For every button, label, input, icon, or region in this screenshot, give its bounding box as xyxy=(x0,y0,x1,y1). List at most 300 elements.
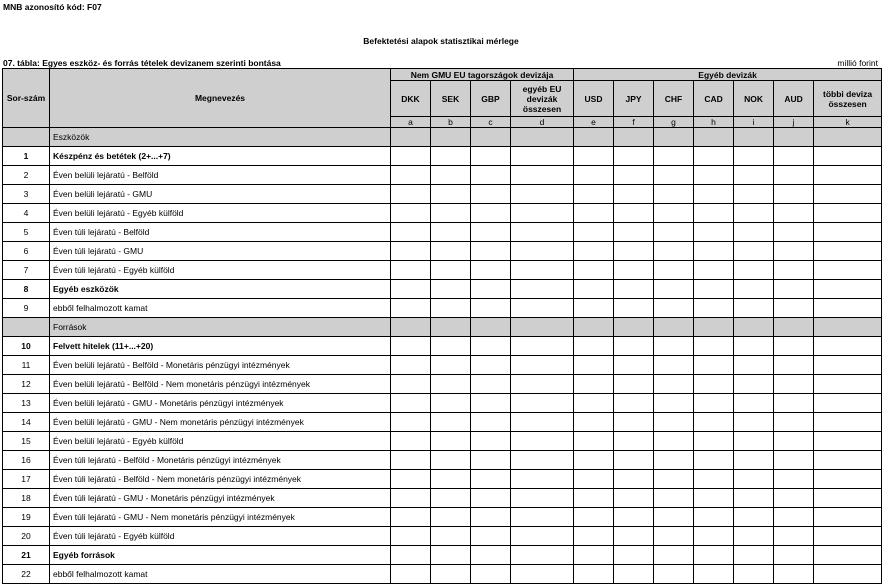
value-cell[interactable] xyxy=(774,337,814,356)
section-cell xyxy=(431,318,471,337)
section-cell xyxy=(734,128,774,147)
value-cell[interactable] xyxy=(511,565,574,584)
value-cell[interactable] xyxy=(774,242,814,261)
value-cell[interactable] xyxy=(654,470,694,489)
value-cell[interactable] xyxy=(774,546,814,565)
header-currency-other-total: többi deviza összesen xyxy=(814,81,882,117)
value-cell[interactable] xyxy=(391,223,431,242)
table-row xyxy=(3,375,882,394)
value-cell[interactable] xyxy=(814,527,882,546)
table-row xyxy=(3,508,882,527)
value-cell[interactable] xyxy=(511,261,574,280)
value-cell[interactable] xyxy=(511,166,574,185)
table-row xyxy=(3,413,882,432)
value-cell[interactable] xyxy=(694,413,734,432)
value-cell[interactable] xyxy=(511,223,574,242)
value-cell[interactable] xyxy=(574,489,614,508)
value-cell[interactable] xyxy=(654,242,694,261)
section-row xyxy=(3,318,882,337)
value-cell[interactable] xyxy=(614,546,654,565)
value-cell[interactable] xyxy=(654,508,694,527)
value-cell[interactable] xyxy=(431,470,471,489)
value-cell[interactable] xyxy=(694,204,734,223)
value-cell[interactable] xyxy=(734,242,774,261)
value-cell[interactable] xyxy=(574,242,614,261)
value-cell[interactable] xyxy=(774,356,814,375)
value-cell[interactable] xyxy=(511,470,574,489)
value-cell[interactable] xyxy=(431,356,471,375)
column-letter: g xyxy=(654,117,694,128)
value-cell[interactable] xyxy=(574,470,614,489)
value-cell[interactable] xyxy=(614,356,654,375)
value-cell[interactable] xyxy=(471,470,511,489)
value-cell[interactable] xyxy=(391,147,431,166)
value-cell[interactable] xyxy=(471,185,511,204)
value-cell[interactable] xyxy=(654,565,694,584)
value-cell[interactable] xyxy=(574,508,614,527)
value-cell[interactable] xyxy=(654,185,694,204)
table-row xyxy=(3,223,882,242)
value-cell[interactable] xyxy=(774,261,814,280)
value-cell[interactable] xyxy=(694,508,734,527)
value-cell[interactable] xyxy=(574,204,614,223)
value-cell[interactable] xyxy=(814,413,882,432)
value-cell[interactable] xyxy=(734,432,774,451)
value-cell[interactable] xyxy=(471,394,511,413)
form-code: MNB azonosító kód: F07 xyxy=(3,2,102,12)
row-label: ebből felhalmozott kamat xyxy=(50,299,391,318)
section-cell xyxy=(774,318,814,337)
value-cell[interactable] xyxy=(471,261,511,280)
value-cell[interactable] xyxy=(511,356,574,375)
value-cell[interactable] xyxy=(614,166,654,185)
value-cell[interactable] xyxy=(511,451,574,470)
row-label: Egyéb források xyxy=(50,546,391,565)
value-cell[interactable] xyxy=(471,337,511,356)
value-cell[interactable] xyxy=(511,299,574,318)
value-cell[interactable] xyxy=(511,185,574,204)
row-number: 17 xyxy=(3,470,50,489)
value-cell[interactable] xyxy=(654,432,694,451)
section-cell xyxy=(694,128,734,147)
row-label: Éven túli lejáratú - GMU - Nem monetáris pénzügyi intézmények xyxy=(50,508,391,527)
section-cell xyxy=(574,128,614,147)
value-cell[interactable] xyxy=(391,413,431,432)
value-cell[interactable] xyxy=(431,432,471,451)
value-cell[interactable] xyxy=(814,185,882,204)
row-label: Éven túli lejáratú - GMU - Monetáris pénzügyi intézmények xyxy=(50,489,391,508)
value-cell[interactable] xyxy=(734,261,774,280)
value-cell[interactable] xyxy=(574,166,614,185)
value-cell[interactable] xyxy=(574,413,614,432)
value-cell[interactable] xyxy=(774,470,814,489)
value-cell[interactable] xyxy=(574,337,614,356)
value-cell[interactable] xyxy=(614,337,654,356)
section-cell xyxy=(391,318,431,337)
value-cell[interactable] xyxy=(694,223,734,242)
value-cell[interactable] xyxy=(814,546,882,565)
value-cell[interactable] xyxy=(471,147,511,166)
value-cell[interactable] xyxy=(431,185,471,204)
value-cell[interactable] xyxy=(814,470,882,489)
value-cell[interactable] xyxy=(774,204,814,223)
value-cell[interactable] xyxy=(391,185,431,204)
value-cell[interactable] xyxy=(814,242,882,261)
value-cell[interactable] xyxy=(511,280,574,299)
value-cell[interactable] xyxy=(734,280,774,299)
value-cell[interactable] xyxy=(694,489,734,508)
value-cell[interactable] xyxy=(574,375,614,394)
value-cell[interactable] xyxy=(774,166,814,185)
value-cell[interactable] xyxy=(694,242,734,261)
value-cell[interactable] xyxy=(694,337,734,356)
value-cell[interactable] xyxy=(431,489,471,508)
value-cell[interactable] xyxy=(391,527,431,546)
value-cell[interactable] xyxy=(431,413,471,432)
value-cell[interactable] xyxy=(694,394,734,413)
value-cell[interactable] xyxy=(614,432,654,451)
section-cell xyxy=(614,318,654,337)
row-number xyxy=(3,318,50,337)
value-cell[interactable] xyxy=(734,185,774,204)
value-cell[interactable] xyxy=(471,223,511,242)
row-label: Éven túli lejáratú - Belföld xyxy=(50,223,391,242)
value-cell[interactable] xyxy=(814,489,882,508)
value-cell[interactable] xyxy=(814,261,882,280)
value-cell[interactable] xyxy=(654,413,694,432)
value-cell[interactable] xyxy=(471,166,511,185)
section-cell xyxy=(391,128,431,147)
report-title: Befektetési alapok statisztikai mérlege xyxy=(363,36,519,46)
value-cell[interactable] xyxy=(774,527,814,546)
value-cell[interactable] xyxy=(614,280,654,299)
value-cell[interactable] xyxy=(814,147,882,166)
value-cell[interactable] xyxy=(694,147,734,166)
value-cell[interactable] xyxy=(391,337,431,356)
value-cell[interactable] xyxy=(431,375,471,394)
value-cell[interactable] xyxy=(574,299,614,318)
value-cell[interactable] xyxy=(694,185,734,204)
value-cell[interactable] xyxy=(734,527,774,546)
value-cell[interactable] xyxy=(574,356,614,375)
value-cell[interactable] xyxy=(694,546,734,565)
value-cell[interactable] xyxy=(734,451,774,470)
table-row xyxy=(3,356,882,375)
value-cell[interactable] xyxy=(774,565,814,584)
value-cell[interactable] xyxy=(614,223,654,242)
value-cell[interactable] xyxy=(614,489,654,508)
value-cell[interactable] xyxy=(814,280,882,299)
row-label: Éven belüli lejáratú - Belföld - Monetáris pénzügyi intézmények xyxy=(50,356,391,375)
value-cell[interactable] xyxy=(614,299,654,318)
value-cell[interactable] xyxy=(431,508,471,527)
value-cell[interactable] xyxy=(814,166,882,185)
value-cell[interactable] xyxy=(574,432,614,451)
column-letter: k xyxy=(814,117,882,128)
value-cell[interactable] xyxy=(574,223,614,242)
value-cell[interactable] xyxy=(654,337,694,356)
value-cell[interactable] xyxy=(431,299,471,318)
value-cell[interactable] xyxy=(391,508,431,527)
section-cell xyxy=(511,318,574,337)
value-cell[interactable] xyxy=(574,280,614,299)
section-cell xyxy=(654,318,694,337)
value-cell[interactable] xyxy=(511,546,574,565)
value-cell[interactable] xyxy=(734,147,774,166)
value-cell[interactable] xyxy=(734,299,774,318)
value-cell[interactable] xyxy=(734,166,774,185)
value-cell[interactable] xyxy=(431,527,471,546)
value-cell[interactable] xyxy=(511,432,574,451)
value-cell[interactable] xyxy=(654,147,694,166)
value-cell[interactable] xyxy=(614,451,654,470)
row-label: Éven belüli lejáratú - GMU - Nem monetáris pénzügyi intézmények xyxy=(50,413,391,432)
value-cell[interactable] xyxy=(814,508,882,527)
value-cell[interactable] xyxy=(654,280,694,299)
value-cell[interactable] xyxy=(694,280,734,299)
header-currency-sek: SEK xyxy=(431,81,471,117)
value-cell[interactable] xyxy=(694,565,734,584)
value-cell[interactable] xyxy=(774,375,814,394)
value-cell[interactable] xyxy=(511,394,574,413)
value-cell[interactable] xyxy=(431,261,471,280)
header-currency-chf: CHF xyxy=(654,81,694,117)
value-cell[interactable] xyxy=(391,546,431,565)
value-cell[interactable] xyxy=(614,204,654,223)
value-cell[interactable] xyxy=(574,394,614,413)
value-cell[interactable] xyxy=(774,489,814,508)
value-cell[interactable] xyxy=(471,299,511,318)
value-cell[interactable] xyxy=(614,527,654,546)
value-cell[interactable] xyxy=(511,413,574,432)
value-cell[interactable] xyxy=(614,261,654,280)
value-cell[interactable] xyxy=(734,413,774,432)
column-letter: a xyxy=(391,117,431,128)
value-cell[interactable] xyxy=(391,470,431,489)
value-cell[interactable] xyxy=(774,280,814,299)
value-cell[interactable] xyxy=(614,470,654,489)
value-cell[interactable] xyxy=(654,489,694,508)
value-cell[interactable] xyxy=(391,451,431,470)
value-cell[interactable] xyxy=(694,375,734,394)
value-cell[interactable] xyxy=(734,394,774,413)
value-cell[interactable] xyxy=(614,508,654,527)
value-cell[interactable] xyxy=(471,356,511,375)
value-cell[interactable] xyxy=(471,489,511,508)
value-cell[interactable] xyxy=(431,337,471,356)
value-cell[interactable] xyxy=(774,451,814,470)
value-cell[interactable] xyxy=(694,166,734,185)
value-cell[interactable] xyxy=(814,356,882,375)
row-label: Éven belüli lejáratú - Egyéb külföld xyxy=(50,204,391,223)
value-cell[interactable] xyxy=(654,166,694,185)
value-cell[interactable] xyxy=(431,242,471,261)
value-cell[interactable] xyxy=(391,261,431,280)
value-cell[interactable] xyxy=(734,223,774,242)
value-cell[interactable] xyxy=(431,565,471,584)
value-cell[interactable] xyxy=(694,432,734,451)
value-cell[interactable] xyxy=(614,413,654,432)
value-cell[interactable] xyxy=(431,280,471,299)
row-label: Éven belüli lejáratú - Egyéb külföld xyxy=(50,432,391,451)
section-cell xyxy=(654,128,694,147)
value-cell[interactable] xyxy=(391,204,431,223)
value-cell[interactable] xyxy=(574,261,614,280)
value-cell[interactable] xyxy=(391,394,431,413)
value-cell[interactable] xyxy=(614,375,654,394)
value-cell[interactable] xyxy=(694,451,734,470)
value-cell[interactable] xyxy=(694,356,734,375)
header-currency-other-eu: egyéb EU devizák összesen xyxy=(511,81,574,117)
value-cell[interactable] xyxy=(391,489,431,508)
value-cell[interactable] xyxy=(511,527,574,546)
header-row-no: Sor-szám xyxy=(3,69,50,128)
value-cell[interactable] xyxy=(734,337,774,356)
value-cell[interactable] xyxy=(734,470,774,489)
value-cell[interactable] xyxy=(774,299,814,318)
value-cell[interactable] xyxy=(391,242,431,261)
value-cell[interactable] xyxy=(431,394,471,413)
value-cell[interactable] xyxy=(471,280,511,299)
value-cell[interactable] xyxy=(814,299,882,318)
value-cell[interactable] xyxy=(814,337,882,356)
column-letter: f xyxy=(614,117,654,128)
value-cell[interactable] xyxy=(471,508,511,527)
column-letter: b xyxy=(431,117,471,128)
value-cell[interactable] xyxy=(574,565,614,584)
value-cell[interactable] xyxy=(734,489,774,508)
value-cell[interactable] xyxy=(814,432,882,451)
value-cell[interactable] xyxy=(511,147,574,166)
table-row xyxy=(3,394,882,413)
value-cell[interactable] xyxy=(814,204,882,223)
value-cell[interactable] xyxy=(614,242,654,261)
value-cell[interactable] xyxy=(574,185,614,204)
value-cell[interactable] xyxy=(654,223,694,242)
value-cell[interactable] xyxy=(734,204,774,223)
value-cell[interactable] xyxy=(654,527,694,546)
value-cell[interactable] xyxy=(654,394,694,413)
value-cell[interactable] xyxy=(431,147,471,166)
value-cell[interactable] xyxy=(391,280,431,299)
value-cell[interactable] xyxy=(511,375,574,394)
header-currency-gbp: GBP xyxy=(471,81,511,117)
value-cell[interactable] xyxy=(471,565,511,584)
value-cell[interactable] xyxy=(511,204,574,223)
value-cell[interactable] xyxy=(654,451,694,470)
value-cell[interactable] xyxy=(774,147,814,166)
value-cell[interactable] xyxy=(431,223,471,242)
value-cell[interactable] xyxy=(694,527,734,546)
section-cell xyxy=(614,128,654,147)
table-row xyxy=(3,451,882,470)
value-cell[interactable] xyxy=(654,375,694,394)
value-cell[interactable] xyxy=(391,299,431,318)
value-cell[interactable] xyxy=(431,166,471,185)
row-label: Felvett hitelek (11+...+20) xyxy=(50,337,391,356)
value-cell[interactable] xyxy=(654,261,694,280)
value-cell[interactable] xyxy=(471,546,511,565)
value-cell[interactable] xyxy=(511,337,574,356)
value-cell[interactable] xyxy=(431,546,471,565)
value-cell[interactable] xyxy=(654,204,694,223)
value-cell[interactable] xyxy=(431,204,471,223)
value-cell[interactable] xyxy=(471,451,511,470)
value-cell[interactable] xyxy=(614,565,654,584)
value-cell[interactable] xyxy=(431,451,471,470)
table-row xyxy=(3,527,882,546)
currency-breakdown-table xyxy=(2,68,882,584)
value-cell[interactable] xyxy=(574,527,614,546)
value-cell[interactable] xyxy=(614,147,654,166)
value-cell[interactable] xyxy=(471,204,511,223)
row-number: 16 xyxy=(3,451,50,470)
value-cell[interactable] xyxy=(614,394,654,413)
table-title: 07. tábla: Egyes eszköz- és forrás tételek devizanem szerinti bontása xyxy=(3,58,281,68)
value-cell[interactable] xyxy=(694,299,734,318)
value-cell[interactable] xyxy=(814,223,882,242)
value-cell[interactable] xyxy=(774,413,814,432)
unit-label: millió forint xyxy=(837,58,878,68)
value-cell[interactable] xyxy=(774,432,814,451)
value-cell[interactable] xyxy=(694,261,734,280)
section-label: Források xyxy=(50,318,391,337)
value-cell[interactable] xyxy=(654,546,694,565)
value-cell[interactable] xyxy=(654,299,694,318)
value-cell[interactable] xyxy=(391,565,431,584)
value-cell[interactable] xyxy=(694,470,734,489)
value-cell[interactable] xyxy=(511,489,574,508)
table-row xyxy=(3,280,882,299)
value-cell[interactable] xyxy=(511,242,574,261)
value-cell[interactable] xyxy=(734,356,774,375)
value-cell[interactable] xyxy=(814,451,882,470)
value-cell[interactable] xyxy=(814,394,882,413)
value-cell[interactable] xyxy=(574,451,614,470)
value-cell[interactable] xyxy=(391,356,431,375)
column-letter: e xyxy=(574,117,614,128)
value-cell[interactable] xyxy=(614,185,654,204)
value-cell[interactable] xyxy=(734,508,774,527)
value-cell[interactable] xyxy=(574,546,614,565)
value-cell[interactable] xyxy=(471,375,511,394)
row-label: Éven belüli lejáratú - GMU xyxy=(50,185,391,204)
value-cell[interactable] xyxy=(654,356,694,375)
row-label: Éven túli lejáratú - Belföld - Nem monetáris pénzügyi intézmények xyxy=(50,470,391,489)
section-cell xyxy=(511,128,574,147)
value-cell[interactable] xyxy=(774,394,814,413)
value-cell[interactable] xyxy=(471,413,511,432)
value-cell[interactable] xyxy=(774,185,814,204)
value-cell[interactable] xyxy=(471,527,511,546)
value-cell[interactable] xyxy=(471,242,511,261)
section-cell xyxy=(471,128,511,147)
value-cell[interactable] xyxy=(574,147,614,166)
value-cell[interactable] xyxy=(511,508,574,527)
value-cell[interactable] xyxy=(734,375,774,394)
value-cell[interactable] xyxy=(774,223,814,242)
value-cell[interactable] xyxy=(734,565,774,584)
value-cell[interactable] xyxy=(391,375,431,394)
value-cell[interactable] xyxy=(814,565,882,584)
row-label: ebből felhalmozott kamat xyxy=(50,565,391,584)
value-cell[interactable] xyxy=(391,166,431,185)
value-cell[interactable] xyxy=(471,432,511,451)
value-cell[interactable] xyxy=(734,546,774,565)
value-cell[interactable] xyxy=(774,508,814,527)
value-cell[interactable] xyxy=(391,432,431,451)
value-cell[interactable] xyxy=(814,375,882,394)
